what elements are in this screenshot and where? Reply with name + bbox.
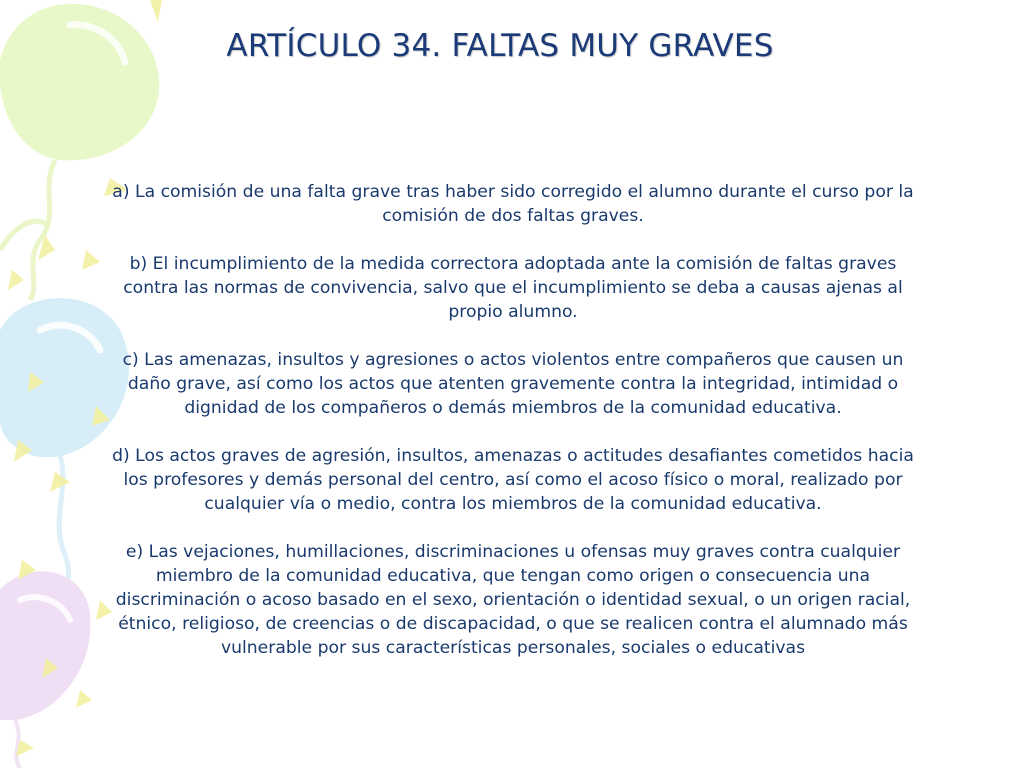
slide-title: ARTÍCULO 34. FALTAS MUY GRAVES [226, 28, 774, 64]
slide-body [108, 180, 918, 660]
paragraph-e: e) Las vejaciones, humillaciones, discriminaciones u ofensas muy graves contra cualquier miembro de la comunidad educativa, que tengan como origen o consecuencia una discriminación o acoso basado en el sexo, orientación o identidad sexual, o un origen racial, étnico, religioso, de creencias o de discapacidad, o que se realicen contra el alumnado más vulnerable por sus características personales, sociales o educativas [115, 542, 911, 658]
paragraph-a: a) La comisión de una falta grave tras haber sido corregido el alumno durante el curso por la comisión de dos faltas graves. [112, 182, 914, 226]
paragraph-c: c) Las amenazas, insultos y agresiones o actos violentos entre compañeros que causen un daño grave, así como los actos que atenten gravemente contra la integridad, intimidad o dignidad de los compañeros o demás miembros de la comunidad educativa. [122, 350, 904, 418]
paragraph-b: b) El incumplimiento de la medida correctora adoptada ante la comisión de faltas graves contra las normas de convivencia, salvo que el incumplimiento se deba a causas ajenas al propio alumno. [123, 254, 903, 322]
paragraph-d: d) Los actos graves de agresión, insultos, amenazas o actitudes desafiantes cometidos hacia los profesores y demás personal del centro, así como el acoso físico o moral, realizado por cualquier vía o medio, contra los miembros de la comunidad educativa. [112, 446, 914, 514]
